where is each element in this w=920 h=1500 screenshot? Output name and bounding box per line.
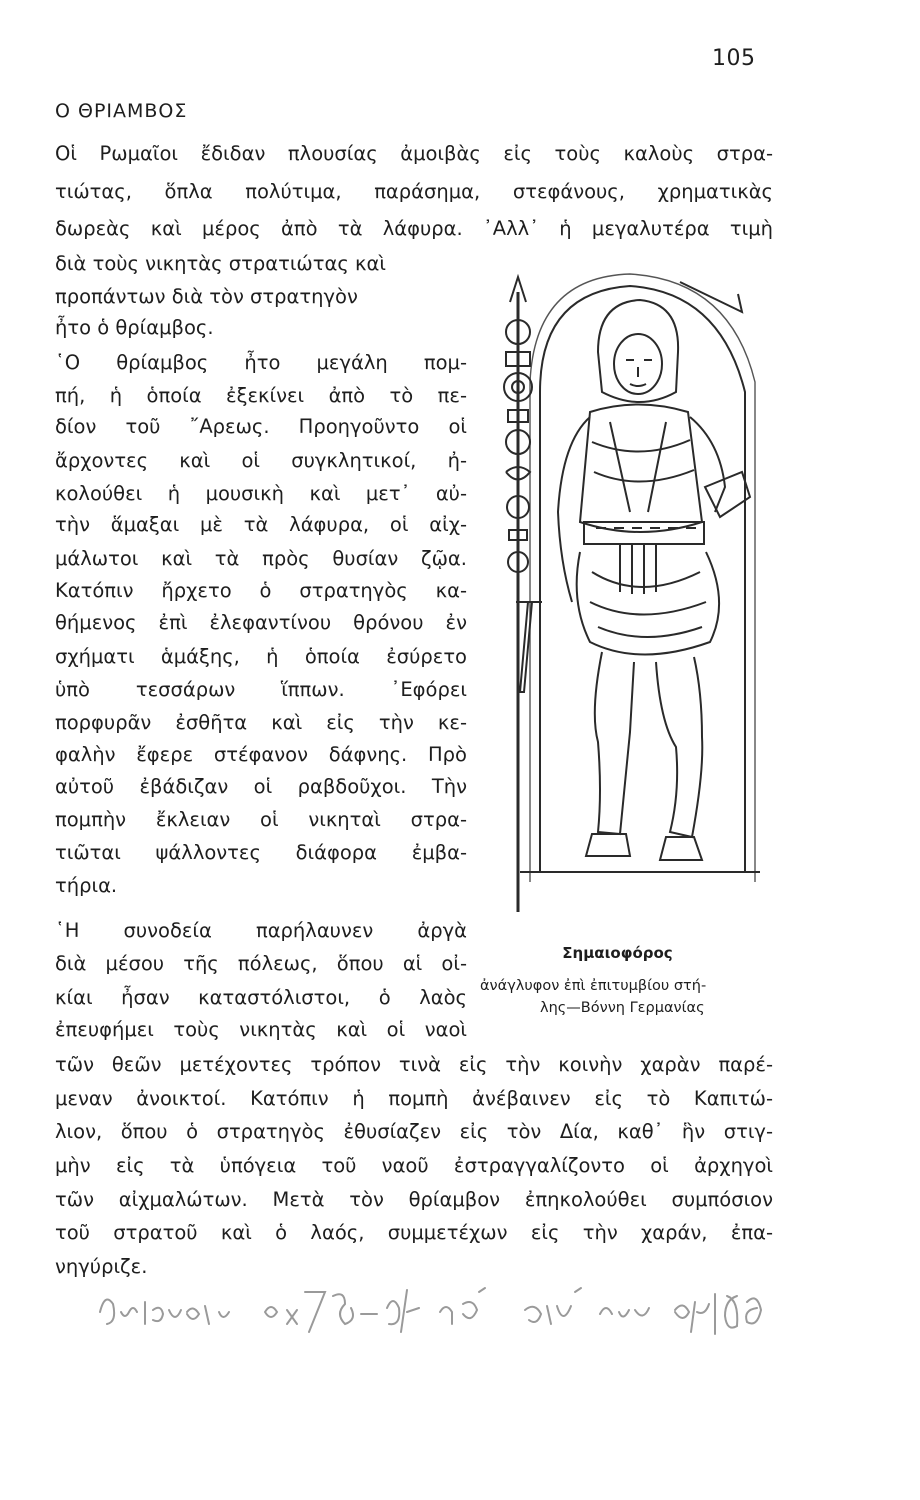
body-line: ὑπὸ τεσσάρων ἵππων. ᾿Εφόρει — [55, 678, 467, 701]
body-line: ἐπευφήμει τοὺς νικητὰς καὶ οἱ ναοὶ — [55, 1018, 467, 1041]
page-number: 105 — [712, 46, 756, 71]
body-line: τῶν θεῶν μετέχοντες τρόπον τινὰ εἰς τὴν κοινὴν χαρὰν παρέ- — [55, 1053, 773, 1076]
body-line: πορφυρᾶν ἐσθῆτα καὶ εἰς τὴν κε- — [55, 711, 467, 734]
body-line: κολούθει ἡ μουσικὴ καὶ μετ᾽ αὐ- — [55, 482, 467, 505]
figure-caption-line: λης—Βόννη Γερμανίας — [540, 1000, 705, 1016]
body-line: σχήματι ἁμάξης, ἡ ὁποία ἐσύρετο — [55, 645, 467, 668]
body-line: τήρια. — [55, 874, 118, 897]
figure-caption-title: Σημαιοφόρος — [562, 944, 673, 962]
body-line: τῶν αἰχμαλώτων. Μετὰ τὸν θρίαμβον ἐπηκολούθει συμπόσιον — [55, 1188, 773, 1211]
body-line: δίον τοῦ ῎Αρεως. Προηγοῦντο οἱ — [55, 415, 467, 438]
relief-figure-icon — [480, 272, 770, 922]
body-line: τιώτας, ὅπλα πολύτιμα, παράσημα, στεφάνους, χρηματικὰς — [55, 180, 773, 203]
body-line: διὰ τοὺς νικητὰς στρατιώτας καὶ — [55, 252, 386, 275]
body-line: διὰ μέσου τῆς πόλεως, ὅπου αἱ οἰ- — [55, 952, 467, 975]
figure-caption-line: ἀνάγλυφον ἐπὶ ἐπιτυμβίου στή- — [480, 978, 707, 994]
body-line: ῾Ο θρίαμβος ἦτο μεγάλη πομ- — [55, 351, 467, 374]
body-line: Κατόπιν ἤρχετο ὁ στρατηγὸς κα- — [55, 579, 467, 602]
body-line: μάλωτοι καὶ τὰ πρὸς θυσίαν ζῷα. — [55, 547, 467, 570]
body-line: κίαι ἦσαν καταστόλιστοι, ὁ λαὸς — [55, 986, 467, 1009]
body-line: δωρεὰς καὶ μέρος ἀπὸ τὰ λάφυρα. ᾿Αλλ᾽ ἡ μεγαλυτέρα τιμὴ — [55, 217, 773, 240]
body-line: Οἱ Ρωμαῖοι ἔδιδαν πλουσίας ἀμοιβὰς εἰς τοὺς καλοὺς στρα- — [55, 142, 773, 165]
body-line: λιον, ὅπου ὁ στρατηγὸς ἐθυσίαζεν εἰς τὸν Δία, καθ᾽ ἣν στιγ- — [55, 1120, 773, 1143]
running-head: Ο ΘΡΙΑΜΒΟΣ — [55, 100, 188, 122]
body-line: πομπὴν ἔκλειαν οἱ νικηταὶ στρα- — [55, 808, 467, 831]
body-line: ἦτο ὁ θρίαμβος. — [55, 316, 214, 339]
body-line: ἄρχοντες καὶ οἱ συγκλητικοί, ἠ- — [55, 449, 467, 472]
body-line: τὴν ἅμαξαι μὲ τὰ λάφυρα, οἱ αἰχ- — [55, 513, 467, 536]
body-line: τιῶται ψάλλοντες διάφορα ἐμβα- — [55, 841, 467, 864]
body-line: αὐτοῦ ἐβάδιζαν οἱ ραβδοῦχοι. Τὴν — [55, 775, 467, 798]
body-line: ῾Η συνοδεία παρήλαυνεν ἀργὰ — [55, 919, 467, 942]
body-line: θήμενος ἐπὶ ἐλεφαντίνου θρόνου ἐν — [55, 611, 467, 634]
body-line: μεναν ἀνοικτοί. Κατόπιν ἡ πομπὴ ἀνέβαινεν εἰς τὸ Καπιτώ- — [55, 1087, 773, 1110]
body-line: μὴν εἰς τὰ ὑπόγεια τοῦ ναοῦ ἐστραγγαλίζοντο οἱ ἀρχηγοὶ — [55, 1154, 773, 1177]
body-line: προπάντων διὰ τὸν στρατηγὸν — [55, 285, 358, 308]
body-line: τοῦ στρατοῦ καὶ ὁ λαός, συμμετέχων εἰς τὴν χαράν, ἐπα- — [55, 1221, 773, 1244]
handwritten-note — [95, 1282, 775, 1342]
body-line: νηγύριζε. — [55, 1255, 148, 1278]
body-line: πή, ἡ ὁποία ἐξεκίνει ἀπὸ τὸ πε- — [55, 384, 467, 407]
body-line: φαλὴν ἔφερε στέφανον δάφνης. Πρὸ — [55, 743, 467, 766]
